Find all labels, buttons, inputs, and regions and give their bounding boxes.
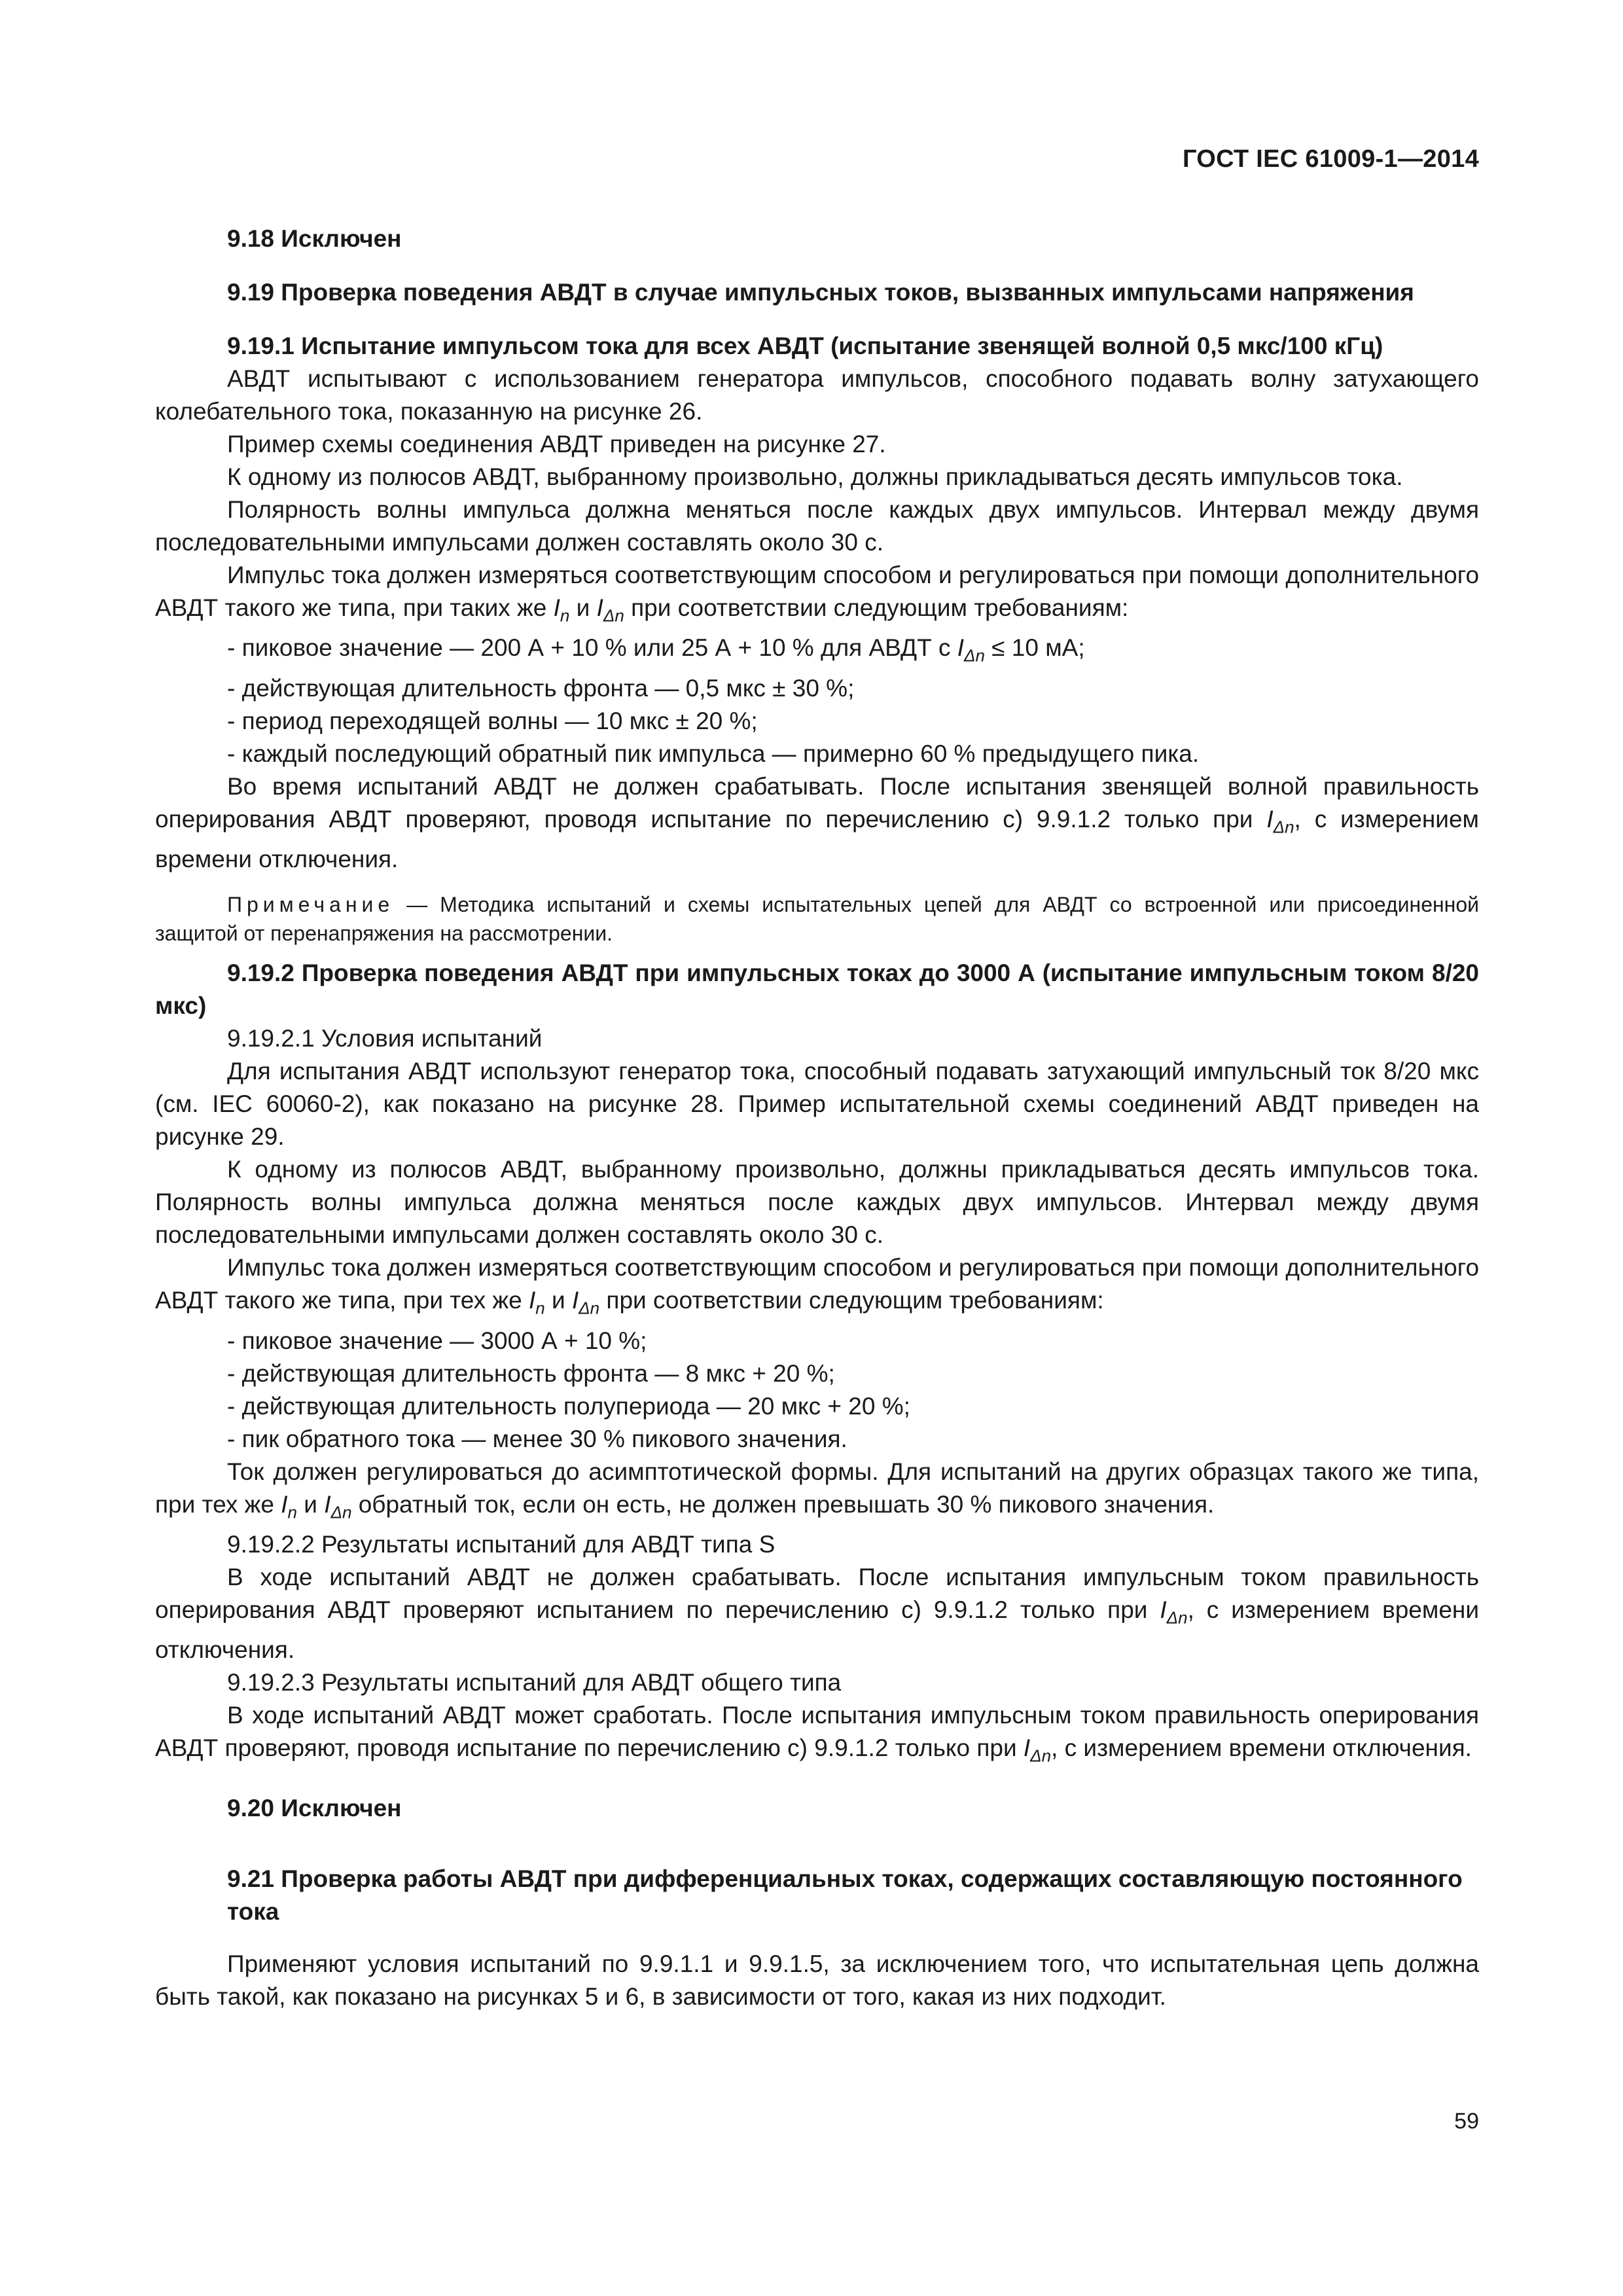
page-number: 59 bbox=[1454, 2109, 1479, 2134]
paragraph: Импульс тока должен измеряться соответствующим способом и регулироваться при помощи дополнительного АВДТ такого же типа, при таких же $I_n$ и $I_{\Delta n}$ при соответствии следующим требованиям: bbox=[155, 562, 1480, 626]
subsection-9-19-2-3-title: 9.19.2.3 Результаты испытаний для АВДТ общего типа bbox=[227, 1669, 842, 1696]
paragraph: К одному из полюсов АВДТ, выбранному произвольно, должны прикладываться десять импульсов тока. Полярность волны импульса должна меняться после каждых двух импульсов. Интервал между двумя последовательными импульсами должен составлять около 30 с. bbox=[155, 1156, 1479, 1249]
paragraph: Ток должен регулироваться до асимптотической формы. Для испытаний на других образцах такого же типа, при тех же $I_n$ и $I_{\Delta n}$ обратный ток, если он есть, не должен превышать 30 % пикового значения. bbox=[155, 1458, 1479, 1522]
paragraph: АВДТ испытывают с использованием генератора импульсов, способного подавать волну затухающего колебательного тока, показанную на рисунке 26. bbox=[155, 365, 1479, 425]
paragraph: Во время испытаний АВДТ не должен срабатывать. После испытания звенящей волной правильность оперирования АВДТ проверяют, проводя испытание по перечислению с) 9.9.1.2 только при $I_{\Delta n}$, с измерением времени отключения. bbox=[155, 772, 1479, 873]
document-standard-header: ГОСТ IEC 61009-1—2014 bbox=[1182, 145, 1479, 173]
symbol-I-n: $I_n$ bbox=[553, 594, 570, 626]
paragraph: В ходе испытаний АВДТ не должен срабатывать. После испытания импульсным током правильность оперирования АВДТ проверяют испытанием по перечислению с) 9.9.1.2 только при $I_{\Delta n}$, с измерением времени отключения. bbox=[155, 1563, 1479, 1664]
symbol-I-delta-n: $I_{\Delta n}$ bbox=[1266, 805, 1294, 837]
list-item: - период переходящей волны — 10 мкс ± 20 %; bbox=[227, 707, 758, 734]
symbol-I-n: $I_n$ bbox=[528, 1287, 545, 1318]
paragraph: Применяют условия испытаний по 9.9.1.1 и 9.9.1.5, за исключением того, что испытательная цепь должна быть такой, как показано на рисунках 5 и 6, в зависимости от того, какая из них подходит. bbox=[155, 1950, 1479, 2010]
list-item: - пиковое значение — 3000 А + 10 %; bbox=[227, 1327, 647, 1354]
subsection-9-19-2-1-title: 9.19.2.1 Условия испытаний bbox=[227, 1025, 543, 1052]
note-label: Примечание bbox=[227, 893, 395, 917]
list-item: - действующая длительность фронта — 0,5 мкс ± 30 %; bbox=[227, 674, 855, 702]
paragraph: Полярность волны импульса должна меняться после каждых двух импульсов. Интервал между двумя последовательными импульсами должен составлять около 30 с. bbox=[155, 496, 1479, 556]
section-9-18-heading: 9.18 Исключен bbox=[227, 225, 402, 252]
section-9-19-2-heading: 9.19.2 Проверка поведения АВДТ при импульсных токах до 3000 А (испытание импульсным током 8/20 мкс) bbox=[155, 960, 1479, 1020]
symbol-I-n: $I_n$ bbox=[281, 1490, 297, 1522]
symbol-I-delta-n: $I_{\Delta n}$ bbox=[571, 1287, 600, 1318]
paragraph: Для испытания АВДТ используют генератор тока, способный подавать затухающий импульсный ток 8/20 мкс (см. IEC 60060-2), как показано на рисунке 28. Пример испытательной схемы соединений АВДТ приведен на рисунке 29. bbox=[155, 1058, 1479, 1151]
paragraph: К одному из полюсов АВДТ, выбранному произвольно, должны прикладываться десять импульсов тока. bbox=[227, 463, 1403, 490]
paragraph: Пример схемы соединения АВДТ приведен на рисунке 27. bbox=[227, 431, 886, 457]
symbol-I-delta-n: $I_{\Delta n}$ bbox=[1160, 1596, 1188, 1628]
paragraph: В ходе испытаний АВДТ может сработать. После испытания импульсным током правильность оперирования АВДТ проверяют, проводя испытание по перечислению с) 9.9.1.2 только при $I_{\Delta n}$, с измерением времени отключения. bbox=[155, 1702, 1479, 1766]
symbol-I-delta-n: $I_{\Delta n}$ bbox=[596, 594, 624, 626]
page-content bbox=[155, 223, 1479, 2013]
symbol-I-delta-n: $I_{\Delta n}$ bbox=[957, 634, 985, 666]
section-9-19-1-heading: 9.19.1 Испытание импульсом тока для всех АВДТ (испытание звенящей волной 0,5 мкс/100 кГц) bbox=[227, 332, 1383, 359]
section-9-19-heading: 9.19 Проверка поведения АВДТ в случае импульсных токов, вызванных импульсами напряжения bbox=[227, 279, 1414, 306]
list-item: - каждый последующий обратный пик импульса — примерно 60 % предыдущего пика. bbox=[227, 740, 1200, 767]
section-9-20-heading: 9.20 Исключен bbox=[227, 1794, 402, 1821]
list-item: - действующая длительность полупериода — 20 мкс + 20 %; bbox=[227, 1392, 910, 1420]
list-item: - действующая длительность фронта — 8 мкс + 20 %; bbox=[227, 1359, 835, 1387]
section-9-21-heading: 9.21 Проверка работы АВДТ при дифференциальных токах, содержащих составляющую постоянного тока bbox=[227, 1865, 1463, 1925]
symbol-I-delta-n: $I_{\Delta n}$ bbox=[1023, 1734, 1052, 1766]
list-item: - пиковое значение — 200 А + 10 % или 25 А + 10 % для АВДТ с $I_{\Delta n} \le 10$ мА; bbox=[227, 634, 1085, 666]
subsection-9-19-2-2-title: 9.19.2.2 Результаты испытаний для АВДТ типа S bbox=[227, 1530, 776, 1558]
paragraph: Импульс тока должен измеряться соответствующим способом и регулироваться при помощи дополнительного АВДТ такого же типа, при тех же $I_n$ и $I_{\Delta n}$ при соответствии следующим требованиям: bbox=[155, 1254, 1480, 1318]
note: Примечание — Методика испытаний и схемы испытательных цепей для АВДТ со встроенной или присоединенной защитой от перенапряжения на рассмотрении. bbox=[155, 893, 1479, 946]
symbol-I-delta-n: $I_{\Delta n}$ bbox=[324, 1490, 352, 1522]
list-item: - пик обратного тока — менее 30 % пикового значения. bbox=[227, 1425, 847, 1452]
